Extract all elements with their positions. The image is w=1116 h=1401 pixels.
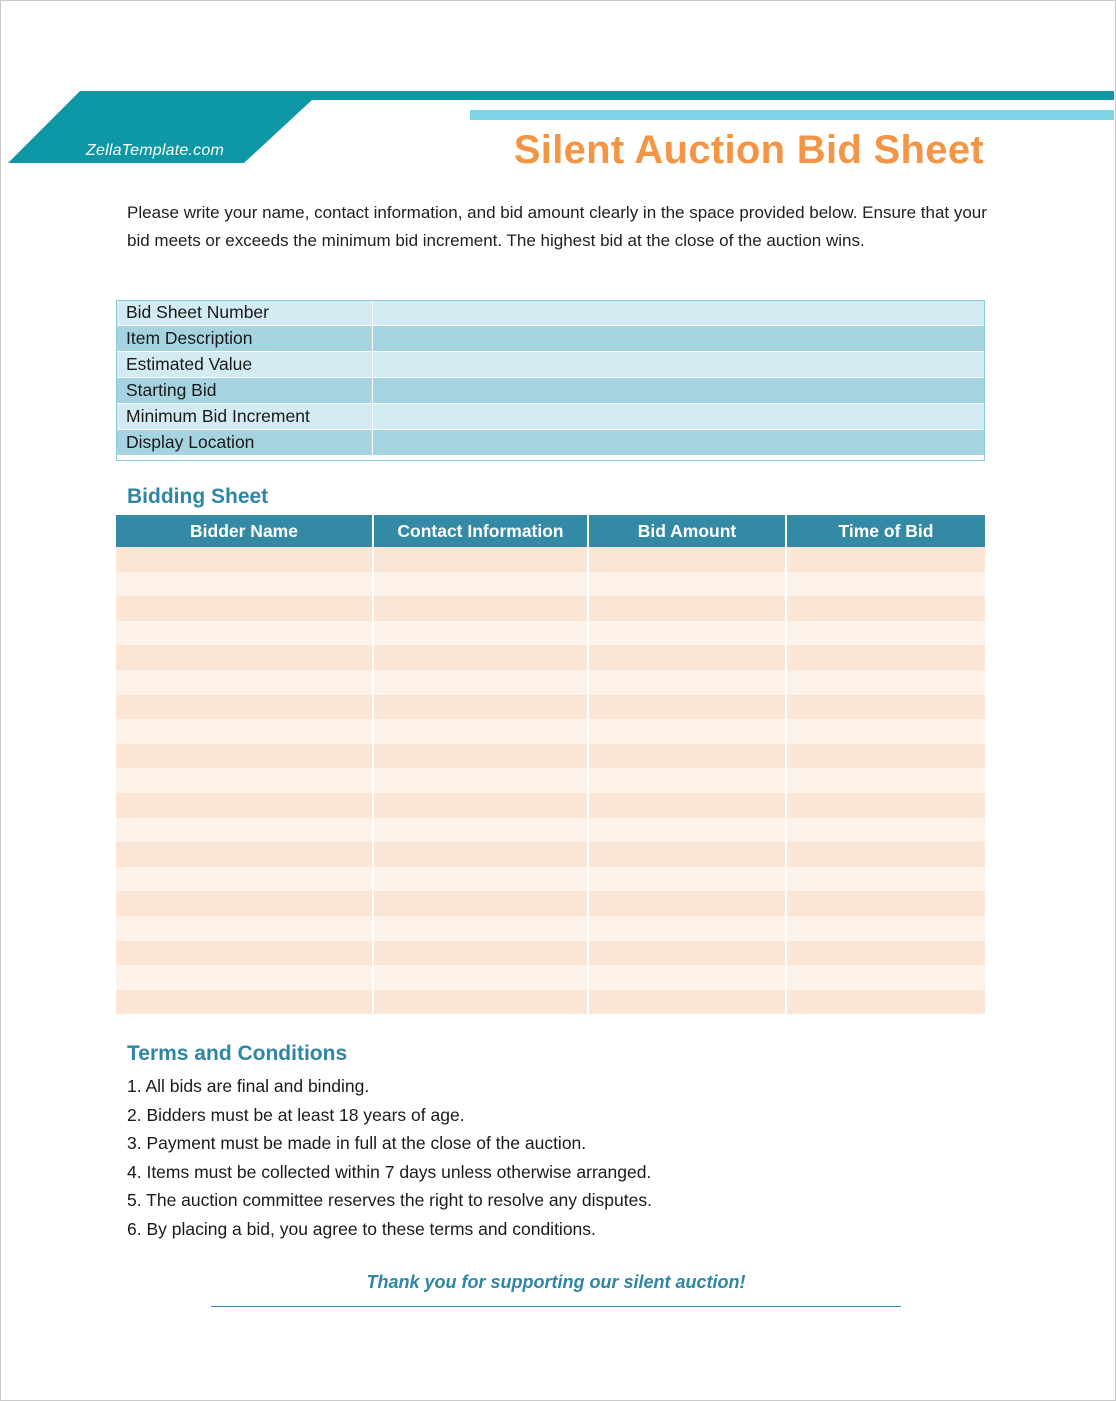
bidding-cell[interactable] <box>786 965 985 990</box>
footer-divider <box>211 1306 901 1307</box>
bidding-cell[interactable] <box>116 768 373 793</box>
bidding-cell[interactable] <box>588 768 786 793</box>
terms-item: 2. Bidders must be at least 18 years of age. <box>127 1104 465 1125</box>
bidding-cell[interactable] <box>786 621 985 646</box>
bidding-cell[interactable] <box>116 916 373 941</box>
bidding-cell[interactable] <box>373 695 588 720</box>
bidding-sheet-title: Bidding Sheet <box>127 485 269 508</box>
bidding-cell[interactable] <box>588 719 786 744</box>
bidding-cell[interactable] <box>786 990 985 1015</box>
bidding-cell[interactable] <box>588 793 786 818</box>
bidding-cell[interactable] <box>116 572 373 597</box>
bidding-cell[interactable] <box>588 596 786 621</box>
bidding-cell[interactable] <box>373 965 588 990</box>
bidding-row <box>116 547 985 572</box>
item-info-label: Display Location <box>116 430 373 456</box>
bidding-row <box>116 744 985 769</box>
bidding-row <box>116 572 985 597</box>
bidding-cell[interactable] <box>116 719 373 744</box>
item-info-row <box>116 378 985 404</box>
bidding-cell[interactable] <box>588 842 786 867</box>
bidding-cell[interactable] <box>786 547 985 572</box>
bidding-row <box>116 768 985 793</box>
item-info-row <box>116 352 985 378</box>
bidding-cell[interactable] <box>786 719 985 744</box>
bidding-cell[interactable] <box>373 596 588 621</box>
bidding-row <box>116 596 985 621</box>
bidding-cell[interactable] <box>116 645 373 670</box>
bidding-cell[interactable] <box>373 842 588 867</box>
bidding-row <box>116 818 985 843</box>
bidding-row <box>116 719 985 744</box>
bidding-cell[interactable] <box>116 596 373 621</box>
bidding-row <box>116 621 985 646</box>
bidding-row <box>116 670 985 695</box>
bidding-cell[interactable] <box>786 596 985 621</box>
item-info-label: Starting Bid <box>116 378 373 404</box>
item-info-row <box>116 430 985 456</box>
bidding-cell[interactable] <box>373 768 588 793</box>
bidding-cell[interactable] <box>588 965 786 990</box>
item-info-value[interactable] <box>373 300 985 326</box>
bidding-cell[interactable] <box>373 941 588 966</box>
bidding-cell[interactable] <box>116 965 373 990</box>
bidding-cell[interactable] <box>116 891 373 916</box>
bidding-cell[interactable] <box>373 621 588 646</box>
bidding-cell[interactable] <box>116 670 373 695</box>
bidding-cell[interactable] <box>373 719 588 744</box>
bidding-column-header: Bidder Name <box>116 515 373 547</box>
page-title: Silent Auction Bid Sheet <box>513 128 984 172</box>
bidding-cell[interactable] <box>786 768 985 793</box>
bidding-cell[interactable] <box>373 793 588 818</box>
bidding-cell[interactable] <box>373 744 588 769</box>
item-info-table <box>116 300 985 456</box>
bidding-cell[interactable] <box>786 867 985 892</box>
bidding-cell[interactable] <box>786 842 985 867</box>
bidding-cell[interactable] <box>588 916 786 941</box>
item-info-row <box>116 300 985 326</box>
bidding-column-header: Time of Bid <box>786 515 985 547</box>
bidding-cell[interactable] <box>588 670 786 695</box>
bidding-row <box>116 695 985 720</box>
bidding-cell[interactable] <box>116 990 373 1015</box>
bidding-cell[interactable] <box>786 744 985 769</box>
bidding-row <box>116 793 985 818</box>
site-label: ZellaTemplate.com <box>86 142 224 159</box>
terms-item: 4. Items must be collected within 7 days unless otherwise arranged. <box>127 1161 652 1182</box>
bidding-row <box>116 891 985 916</box>
terms-item: 5. The auction committee reserves the right to resolve any disputes. <box>127 1190 652 1210</box>
intro-text: Please write your name, contact information, and bid amount clearly in the space provided below. Ensure that your bid meets or exceeds the minimum bid increment. The highest bid at the close of the auction wins. <box>127 203 987 250</box>
bidding-cell[interactable] <box>373 990 588 1015</box>
bidding-cell[interactable] <box>786 891 985 916</box>
item-info-value[interactable] <box>373 352 985 378</box>
bidding-cell[interactable] <box>786 793 985 818</box>
terms-title: Terms and Conditions <box>127 1042 348 1065</box>
header-accent-bar <box>470 110 1114 120</box>
bidding-cell[interactable] <box>116 695 373 720</box>
bidding-cell[interactable] <box>588 572 786 597</box>
bidding-cell[interactable] <box>588 818 786 843</box>
bidding-cell[interactable] <box>373 670 588 695</box>
bidding-row <box>116 916 985 941</box>
terms-list <box>127 1072 652 1243</box>
bidding-cell[interactable] <box>588 990 786 1015</box>
bidding-cell[interactable] <box>373 916 588 941</box>
terms-item: 6. By placing a bid, you agree to these terms and conditions. <box>127 1218 596 1239</box>
bidding-cell[interactable] <box>116 621 373 646</box>
bidding-cell[interactable] <box>373 867 588 892</box>
item-info-label: Estimated Value <box>116 352 373 378</box>
bidding-cell[interactable] <box>786 916 985 941</box>
item-info-label: Minimum Bid Increment <box>116 404 373 430</box>
bidding-cell[interactable] <box>373 891 588 916</box>
bidding-column-header: Bid Amount <box>588 515 786 547</box>
bidding-cell[interactable] <box>116 818 373 843</box>
item-info-value[interactable] <box>373 378 985 404</box>
item-info-label: Item Description <box>116 326 373 352</box>
bidding-cell[interactable] <box>373 572 588 597</box>
terms-item: 3. Payment must be made in full at the close of the auction. <box>127 1133 587 1153</box>
bidding-cell[interactable] <box>116 547 373 572</box>
item-info-row <box>116 326 985 352</box>
bidding-cell[interactable] <box>588 695 786 720</box>
item-info-row <box>116 404 985 430</box>
terms-item: 1. All bids are final and binding. <box>127 1076 370 1096</box>
bidding-row <box>116 867 985 892</box>
bidding-row <box>116 645 985 670</box>
bidding-cell[interactable] <box>786 695 985 720</box>
bidding-cell[interactable] <box>786 645 985 670</box>
bidding-row <box>116 990 985 1015</box>
bidding-cell[interactable] <box>588 547 786 572</box>
bidding-cell[interactable] <box>116 867 373 892</box>
bidding-cell[interactable] <box>786 670 985 695</box>
bidding-cell[interactable] <box>588 621 786 646</box>
bidding-cell[interactable] <box>786 572 985 597</box>
bidding-cell[interactable] <box>373 645 588 670</box>
bidding-cell[interactable] <box>116 744 373 769</box>
bidding-column-header: Contact Information <box>373 515 588 547</box>
bidding-cell[interactable] <box>588 645 786 670</box>
bidding-cell[interactable] <box>588 891 786 916</box>
thank-you-message: Thank you for supporting our silent auction! <box>366 1272 746 1292</box>
bidding-cell[interactable] <box>373 818 588 843</box>
bidding-cell[interactable] <box>786 818 985 843</box>
item-info-value[interactable] <box>373 326 985 352</box>
bidding-cell[interactable] <box>116 941 373 966</box>
bidding-row <box>116 842 985 867</box>
bidding-row <box>116 941 985 966</box>
bidding-cell[interactable] <box>116 793 373 818</box>
item-info-value[interactable] <box>373 404 985 430</box>
bidding-cell[interactable] <box>373 547 588 572</box>
bidding-cell[interactable] <box>588 867 786 892</box>
item-info-label: Bid Sheet Number <box>116 300 373 326</box>
bidding-cell[interactable] <box>786 941 985 966</box>
bidding-cell[interactable] <box>588 744 786 769</box>
bidding-cell[interactable] <box>116 842 373 867</box>
bidding-cell[interactable] <box>588 941 786 966</box>
item-info-value[interactable] <box>373 430 985 456</box>
bidding-table <box>116 515 985 1014</box>
bidding-row <box>116 965 985 990</box>
